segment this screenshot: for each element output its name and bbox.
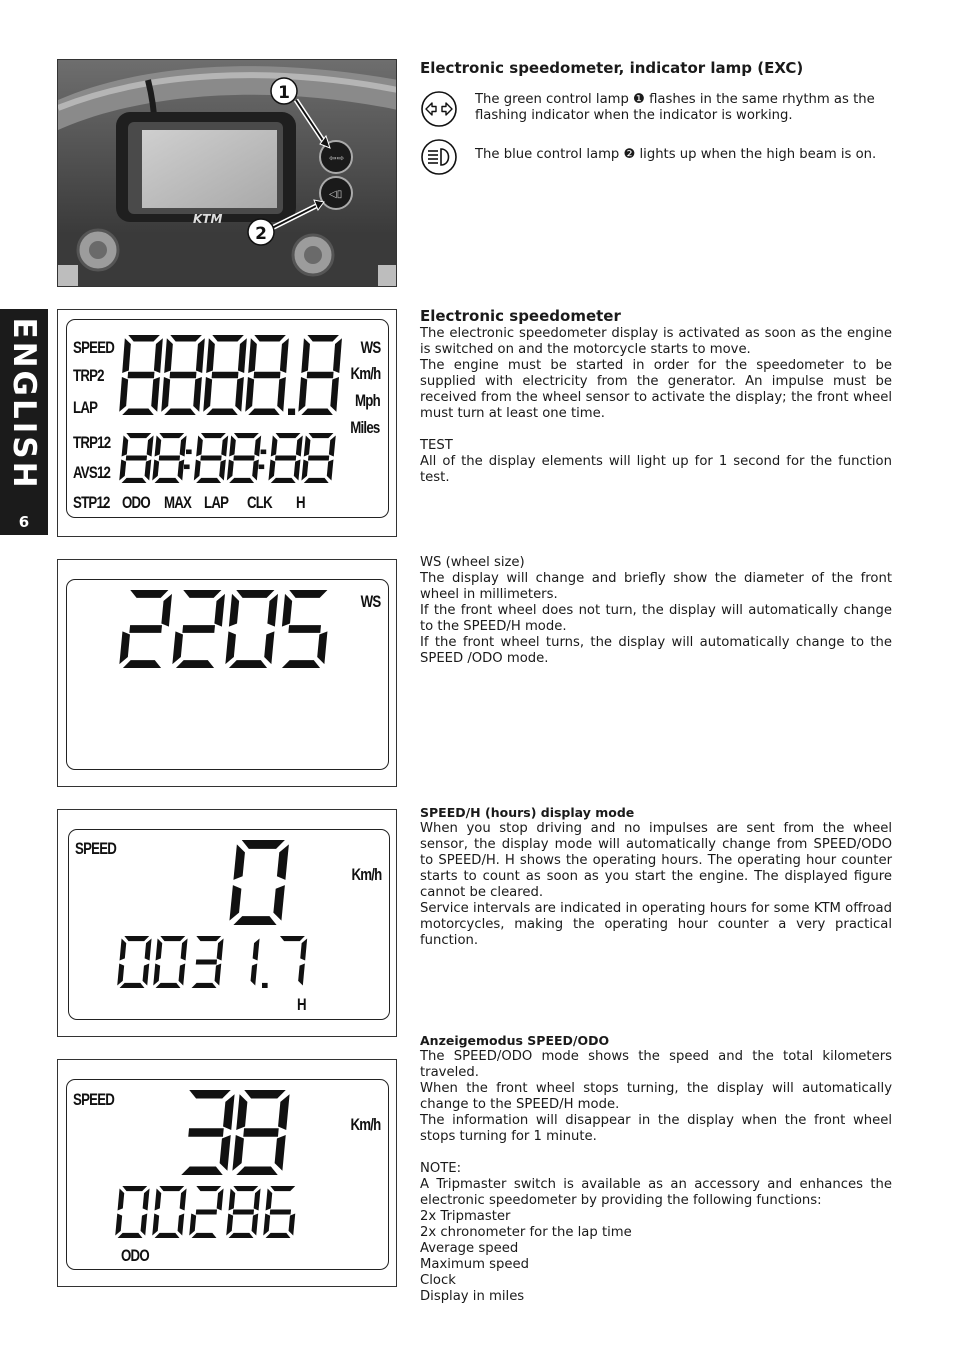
test-main-digit-segment bbox=[245, 377, 254, 412]
speed-odo-speed-digit-segment bbox=[278, 1094, 290, 1130]
test-time-digit-segment bbox=[219, 460, 226, 481]
speed-odo-odo-digit-segment bbox=[270, 1209, 291, 1214]
ws-digit-segment bbox=[182, 625, 215, 633]
test-main-digit-segment bbox=[277, 377, 286, 412]
speed-h-hours-digit-segment bbox=[196, 959, 217, 964]
test-time-digit-segment bbox=[327, 460, 334, 481]
speed-odo-speed-digit-segment bbox=[220, 1135, 231, 1171]
test-main-digit-segment bbox=[164, 409, 196, 415]
lcd-speed-h-label: SPEED bbox=[75, 839, 117, 858]
test-main-digit-segment bbox=[193, 377, 202, 412]
speed-odo-odo-digit-segment bbox=[159, 1186, 184, 1191]
speed-h-hours-digit-segment bbox=[251, 964, 258, 986]
speedometer-photo bbox=[57, 59, 397, 287]
lcd-speed-odo-mode: ODO bbox=[121, 1246, 149, 1265]
test-main-digit-segment bbox=[333, 338, 342, 373]
lcd-label-max: MAX bbox=[164, 493, 192, 512]
function-item: Clock bbox=[420, 1273, 456, 1288]
speed-odo-odo-digit-segment bbox=[254, 1189, 261, 1211]
test-time-digit-segment bbox=[122, 478, 147, 483]
test-main-digit-segment bbox=[196, 338, 205, 373]
lcd-speed-odo-screen bbox=[66, 1079, 389, 1270]
test-time-digit-segment bbox=[126, 455, 147, 460]
test-time-digit-segment bbox=[268, 460, 275, 481]
test-main-digit-segment bbox=[235, 377, 244, 412]
ws-digit-segment bbox=[172, 631, 183, 664]
test-time-digit-segment bbox=[234, 433, 259, 438]
language-label: ENGLISH bbox=[6, 317, 42, 491]
lcd-label-miles: Miles bbox=[350, 418, 380, 437]
indicator-lamp-section bbox=[420, 58, 892, 182]
speed-odo-odo-digit-segment bbox=[270, 1186, 295, 1191]
speedometer-section bbox=[420, 306, 892, 486]
ws-digit-segment bbox=[236, 590, 274, 598]
ws-digit-segment bbox=[161, 594, 172, 627]
function-item: Average speed bbox=[420, 1241, 519, 1256]
test-time-digit-segment bbox=[180, 436, 187, 457]
svg-text:◁▯: ◁▯ bbox=[329, 189, 343, 200]
speed-odo-odo-digit-segment bbox=[266, 1233, 291, 1238]
language-side-tab bbox=[0, 309, 48, 535]
ws-digit-segment bbox=[130, 590, 168, 598]
wheel-size-p3: If the front wheel turns, the display will automatically change to the SPEED /ODO mode. bbox=[420, 635, 892, 666]
test-time-digit-segment bbox=[308, 455, 329, 460]
test-time-digit-segment bbox=[296, 436, 303, 457]
test-main-digit-segment bbox=[170, 372, 197, 378]
lcd-label-trp2: TRP2 bbox=[73, 366, 104, 385]
speed-h-hours-digit-segment bbox=[153, 964, 160, 986]
speedometer-p1: The electronic speedometer display is activated as soon as the engine is switched on and the motorcycle starts to move. bbox=[420, 326, 892, 357]
speed-odo-odo-digit-segment bbox=[196, 1209, 217, 1214]
lcd-speed-odo-figure bbox=[57, 1059, 397, 1287]
speed-h-hours-digit-segment bbox=[215, 964, 222, 986]
test-main-digit-segment bbox=[206, 409, 238, 415]
test-time-digit-segment bbox=[329, 436, 336, 457]
test-main-digit-segment bbox=[248, 338, 257, 373]
function-item: Display in miles bbox=[420, 1289, 525, 1304]
test-text: All of the display elements will light up for 1 second for the function test. bbox=[420, 454, 892, 485]
speed-odo-speed-digit-segment bbox=[275, 1135, 286, 1171]
lcd-label-avs12: AVS12 bbox=[73, 463, 111, 482]
ktm-logo: KTM bbox=[193, 212, 223, 226]
test-time-digit-segment bbox=[178, 460, 185, 481]
speed-h-section bbox=[420, 805, 892, 949]
speed-h-title: SPEED/H (hours) display mode bbox=[420, 805, 635, 820]
lcd-speed-odo-label: SPEED bbox=[73, 1090, 115, 1109]
speed-h-speed-digit-segment bbox=[242, 840, 285, 849]
speed-odo-p2: When the front wheel stops turning, the display will automatically change to the SPEED/H mode. bbox=[420, 1081, 892, 1112]
ws-digit-segment bbox=[214, 594, 225, 627]
lcd-speed-h-unit: Km/h bbox=[350, 865, 381, 884]
test-time-digit-segment bbox=[119, 460, 126, 481]
test-time-digit-colon bbox=[259, 465, 265, 470]
function-item: 2x chronometer for the lap time bbox=[420, 1225, 632, 1240]
lcd-ws-figure bbox=[57, 559, 397, 787]
speed-odo-odo-digit-segment bbox=[141, 1214, 148, 1236]
test-time-digit-segment bbox=[271, 436, 278, 457]
speed-odo-p3: The information will disappear in the display when the front wheel stops turning for 1 minute. bbox=[420, 1113, 892, 1144]
speed-h-hours-digit-segment bbox=[298, 964, 305, 986]
speed-odo-odo-digit-segment bbox=[155, 1189, 162, 1211]
speedometer-p2: The engine must be started in order for the speedometer to be supplied with electricity from the generator. An impulse must be received from the wheel sensor to activate the display; the front wheel must turn at least one time. bbox=[420, 358, 892, 421]
test-main-digit-segment bbox=[212, 335, 244, 341]
speed-h-speed-digit-segment bbox=[233, 844, 245, 879]
test-main-digit-segment bbox=[122, 409, 154, 415]
test-time-digit-segment bbox=[271, 478, 296, 483]
callout-2: 2 bbox=[255, 224, 267, 244]
lcd-label-kmh: Km/h bbox=[349, 364, 380, 383]
test-time-digit-segment bbox=[200, 455, 221, 460]
test-time-digit-segment bbox=[309, 433, 334, 438]
test-main-digit-decimal-point bbox=[288, 409, 295, 415]
ws-digit-segment bbox=[129, 625, 162, 633]
green-lamp-row bbox=[420, 90, 892, 134]
test-main-digit-segment bbox=[161, 377, 170, 412]
test-time-digit-segment bbox=[221, 436, 228, 457]
lcd-label-h: H bbox=[296, 493, 305, 512]
speed-odo-odo-digit-segment bbox=[155, 1233, 180, 1238]
speed-h-speed-digit-segment bbox=[277, 844, 289, 879]
lcd-speed-odo-digits bbox=[67, 1080, 388, 1269]
test-main-digit-segment bbox=[301, 338, 310, 373]
lcd-speed-h-screen bbox=[68, 829, 390, 1020]
test-time-digit-segment bbox=[254, 436, 261, 457]
lcd-ws-unit: WS bbox=[360, 592, 380, 611]
test-time-digit-segment bbox=[152, 460, 159, 481]
speed-h-speed-digit-segment bbox=[273, 885, 285, 920]
ws-digit-segment bbox=[119, 631, 130, 664]
ws-digit-segment bbox=[264, 631, 274, 664]
lcd-label-clk: CLK bbox=[247, 493, 272, 512]
speed-odo-p1: The SPEED/ODO mode shows the speed and the total kilometers traveled. bbox=[420, 1049, 892, 1080]
speed-odo-odo-digit-segment bbox=[178, 1214, 185, 1236]
note-label: NOTE: bbox=[420, 1161, 462, 1176]
ws-digit-segment bbox=[282, 594, 292, 627]
test-time-digit-segment bbox=[159, 455, 180, 460]
lcd-label-ws: WS bbox=[360, 338, 380, 357]
test-time-digit-segment bbox=[229, 478, 254, 483]
test-time-digit-segment bbox=[155, 436, 162, 457]
speed-odo-odo-digit-segment bbox=[118, 1233, 143, 1238]
test-time-digit-segment bbox=[145, 460, 152, 481]
ws-digit-segment bbox=[123, 660, 161, 668]
test-main-digit-segment bbox=[128, 372, 155, 378]
function-item: 2x Tripmaster bbox=[420, 1209, 511, 1224]
speed-h-p1: When you stop driving and no impulses are sent from the wheel sensor, the display mode will automatically change from SPEED/ODO to SPEED/H. H shows the operating hours. The operating hour counter starts to count as soon as you start the engine. The displayed figure cannot be cleared. bbox=[420, 821, 892, 900]
speed-odo-odo-digit-segment bbox=[189, 1214, 196, 1236]
ws-digit-segment bbox=[183, 590, 221, 598]
indicator-lamp-title: Electronic speedometer, indicator lamp (EXC) bbox=[420, 59, 804, 77]
speed-h-hours-digit-segment bbox=[124, 936, 149, 941]
speed-h-hours-digit-segment bbox=[143, 964, 150, 986]
speed-odo-odo-digit-segment bbox=[252, 1214, 259, 1236]
speed-odo-odo-digit-segment bbox=[180, 1189, 187, 1211]
lcd-label-lap-bottom: LAP bbox=[204, 493, 229, 512]
speed-h-hours-digit-segment bbox=[120, 939, 127, 961]
test-time-digit-segment bbox=[294, 460, 301, 481]
test-time-digit-segment bbox=[155, 478, 180, 483]
speed-odo-odo-digit-segment bbox=[217, 1189, 224, 1211]
blue-lamp-text: The blue control lamp ❷ lights up when the high beam is on. bbox=[475, 147, 877, 162]
test-time-digit-segment bbox=[304, 478, 329, 483]
lcd-speed-odo-unit: Km/h bbox=[349, 1115, 380, 1134]
speed-odo-odo-digit-segment bbox=[152, 1214, 159, 1236]
speed-h-hours-digit-segment bbox=[156, 939, 163, 961]
speed-odo-speed-digit-segment bbox=[236, 1167, 278, 1176]
test-main-digit-segment bbox=[254, 372, 281, 378]
lcd-label-odo: ODO bbox=[122, 493, 150, 512]
test-time-digit-segment bbox=[201, 433, 226, 438]
speed-odo-speed-digit-segment bbox=[188, 1128, 224, 1137]
test-time-digit-segment bbox=[126, 433, 151, 438]
wheel-size-p2: If the front wheel does not turn, the display will automatically change to the SPEED/H mode. bbox=[420, 603, 892, 634]
speed-odo-odo-digit-segment bbox=[143, 1189, 150, 1211]
test-time-digit-segment bbox=[276, 433, 301, 438]
lcd-speed-h-mode: H bbox=[297, 995, 306, 1014]
speed-odo-odo-digit-segment bbox=[122, 1186, 147, 1191]
speedometer-photo-drawing bbox=[58, 60, 397, 287]
speed-h-hours-digit-decimal-point bbox=[262, 983, 268, 988]
turn-signal-icon bbox=[420, 90, 458, 128]
test-main-digit-segment bbox=[119, 377, 128, 412]
speed-odo-speed-digit-segment bbox=[243, 1128, 279, 1137]
lcd-speed-h-figure bbox=[57, 809, 397, 1037]
language-label-box bbox=[0, 309, 48, 499]
test-main-digit-segment bbox=[307, 335, 339, 341]
ws-digit-segment bbox=[288, 625, 321, 633]
test-main-digit-segment bbox=[280, 338, 289, 373]
test-main-digit-segment bbox=[151, 377, 160, 412]
lcd-label-trp12: TRP12 bbox=[73, 433, 111, 452]
lcd-label-lap: LAP bbox=[73, 398, 98, 417]
wheel-size-title: WS (wheel size) bbox=[420, 555, 525, 570]
high-beam-icon bbox=[420, 138, 458, 176]
ws-digit-segment bbox=[229, 660, 267, 668]
blue-lamp-row bbox=[420, 138, 892, 182]
speed-odo-odo-digit-segment bbox=[289, 1214, 296, 1236]
test-time-digit-segment bbox=[252, 460, 259, 481]
test-main-digit-segment bbox=[203, 377, 212, 412]
function-item: Maximum speed bbox=[420, 1257, 530, 1272]
test-label: TEST bbox=[420, 438, 453, 453]
note-intro: A Tripmaster switch is available as an accessory and enhances the electronic speedometer by providing the following functions: bbox=[420, 1177, 892, 1208]
speed-h-hours-digit-segment bbox=[192, 983, 217, 988]
test-time-digit-segment bbox=[233, 455, 254, 460]
ws-digit-segment bbox=[267, 594, 278, 627]
ws-digit-segment bbox=[282, 660, 320, 668]
ws-digit-segment bbox=[289, 590, 327, 598]
test-time-digit-segment bbox=[147, 436, 154, 457]
test-time-digit-segment bbox=[122, 436, 129, 457]
wheel-size-p1: The display will change and briefly show the diameter of the front wheel in millimeters. bbox=[420, 571, 892, 602]
speed-h-hours-digit-segment bbox=[156, 983, 181, 988]
test-time-digit-segment bbox=[196, 436, 203, 457]
speed-h-hours-digit-segment bbox=[181, 939, 188, 961]
speed-odo-odo-digit-segment bbox=[233, 1186, 258, 1191]
speed-h-p2: Service intervals are indicated in operating hours for some KTM offroad motorcycles, making the operating hour counter a very practical function. bbox=[420, 901, 892, 948]
speed-h-hours-digit-segment bbox=[179, 964, 186, 986]
svg-text:⇦⇨: ⇦⇨ bbox=[329, 154, 345, 164]
wheel-size-section bbox=[420, 555, 892, 667]
lcd-label-speed: SPEED bbox=[73, 338, 115, 357]
ws-digit-segment bbox=[229, 594, 239, 627]
test-main-digit-segment bbox=[301, 409, 333, 415]
test-time-digit-segment bbox=[227, 460, 234, 481]
test-main-digit-segment bbox=[128, 335, 160, 341]
lcd-test-digits bbox=[67, 320, 388, 517]
test-time-digit-segment bbox=[275, 455, 296, 460]
speed-odo-odo-digit-segment bbox=[233, 1209, 254, 1214]
speed-odo-odo-digit-segment bbox=[266, 1189, 273, 1211]
speed-odo-odo-digit-segment bbox=[118, 1189, 125, 1211]
speed-h-hours-digit-segment bbox=[253, 939, 260, 961]
speed-h-speed-digit-segment bbox=[233, 916, 276, 925]
test-time-digit-segment bbox=[301, 460, 308, 481]
test-main-digit-segment bbox=[212, 372, 239, 378]
ws-digit-segment bbox=[317, 631, 327, 664]
speed-odo-speed-digit-segment bbox=[232, 1135, 244, 1171]
test-main-digit-segment bbox=[154, 338, 163, 373]
test-time-digit-segment bbox=[304, 436, 311, 457]
speed-h-hours-digit-segment bbox=[280, 936, 305, 941]
test-main-digit-segment bbox=[122, 338, 131, 373]
speed-odo-section bbox=[420, 1033, 892, 1305]
test-time-digit-colon bbox=[261, 450, 267, 455]
speed-h-hours-digit-segment bbox=[196, 936, 221, 941]
test-main-digit-segment bbox=[248, 409, 280, 415]
ws-digit-segment bbox=[176, 660, 214, 668]
speed-odo-speed-digit-segment bbox=[189, 1090, 231, 1099]
speed-odo-odo-digit-segment bbox=[226, 1214, 233, 1236]
speedometer-title: Electronic speedometer bbox=[420, 307, 621, 325]
speed-odo-odo-digit-segment bbox=[263, 1214, 270, 1236]
test-time-digit-colon bbox=[186, 450, 192, 455]
lcd-ws-digits bbox=[67, 580, 388, 769]
lcd-test-figure bbox=[57, 309, 397, 537]
test-time-digit-segment bbox=[194, 460, 201, 481]
speed-odo-speed-digit-segment bbox=[223, 1094, 235, 1130]
lcd-label-mph: Mph bbox=[355, 391, 380, 410]
speed-h-hours-digit-segment bbox=[120, 983, 145, 988]
test-time-digit-segment bbox=[159, 433, 184, 438]
test-main-digit-segment bbox=[254, 335, 286, 341]
page-number: 6 bbox=[18, 513, 30, 531]
speed-h-speed-digit-segment bbox=[229, 885, 241, 920]
test-main-digit-segment bbox=[164, 338, 173, 373]
green-lamp-text: The green control lamp ❶ flashes in the same rhythm as the flashing indicator when the indicator is working. bbox=[475, 92, 875, 123]
speed-odo-odo-digit-segment bbox=[196, 1186, 221, 1191]
test-main-digit-segment bbox=[298, 377, 307, 412]
speed-odo-title: Anzeigemodus SPEED/ODO bbox=[420, 1033, 610, 1048]
speed-odo-odo-digit-segment bbox=[229, 1189, 236, 1211]
speed-h-hours-digit-segment bbox=[300, 939, 307, 961]
test-main-digit-segment bbox=[307, 372, 334, 378]
test-main-digit-segment bbox=[170, 335, 202, 341]
test-main-digit-segment bbox=[238, 338, 247, 373]
lcd-ws-screen bbox=[66, 579, 389, 770]
speed-odo-odo-digit-segment bbox=[192, 1233, 217, 1238]
test-time-digit-segment bbox=[229, 436, 236, 457]
speed-h-hours-digit-segment bbox=[160, 936, 185, 941]
lcd-label-stp12: STP12 bbox=[73, 493, 110, 512]
speed-odo-odo-digit-segment bbox=[115, 1214, 122, 1236]
test-main-digit-segment bbox=[206, 338, 215, 373]
speed-odo-speed-digit-segment bbox=[244, 1090, 286, 1099]
lcd-speed-h-digits bbox=[69, 830, 389, 1019]
speed-h-hours-digit-segment bbox=[145, 939, 152, 961]
test-time-digit-colon bbox=[184, 465, 190, 470]
speed-h-hours-digit-segment bbox=[217, 939, 224, 961]
speed-odo-speed-digit-segment bbox=[181, 1167, 223, 1176]
ws-digit-segment bbox=[225, 631, 236, 664]
speed-h-hours-digit-segment bbox=[117, 964, 124, 986]
speed-odo-odo-digit-segment bbox=[229, 1233, 254, 1238]
test-main-digit-segment bbox=[330, 377, 339, 412]
test-time-digit-segment bbox=[196, 478, 221, 483]
callout-1: 1 bbox=[278, 83, 290, 103]
lcd-test-screen bbox=[66, 319, 389, 518]
speed-odo-speed-digit-segment bbox=[236, 1094, 247, 1130]
